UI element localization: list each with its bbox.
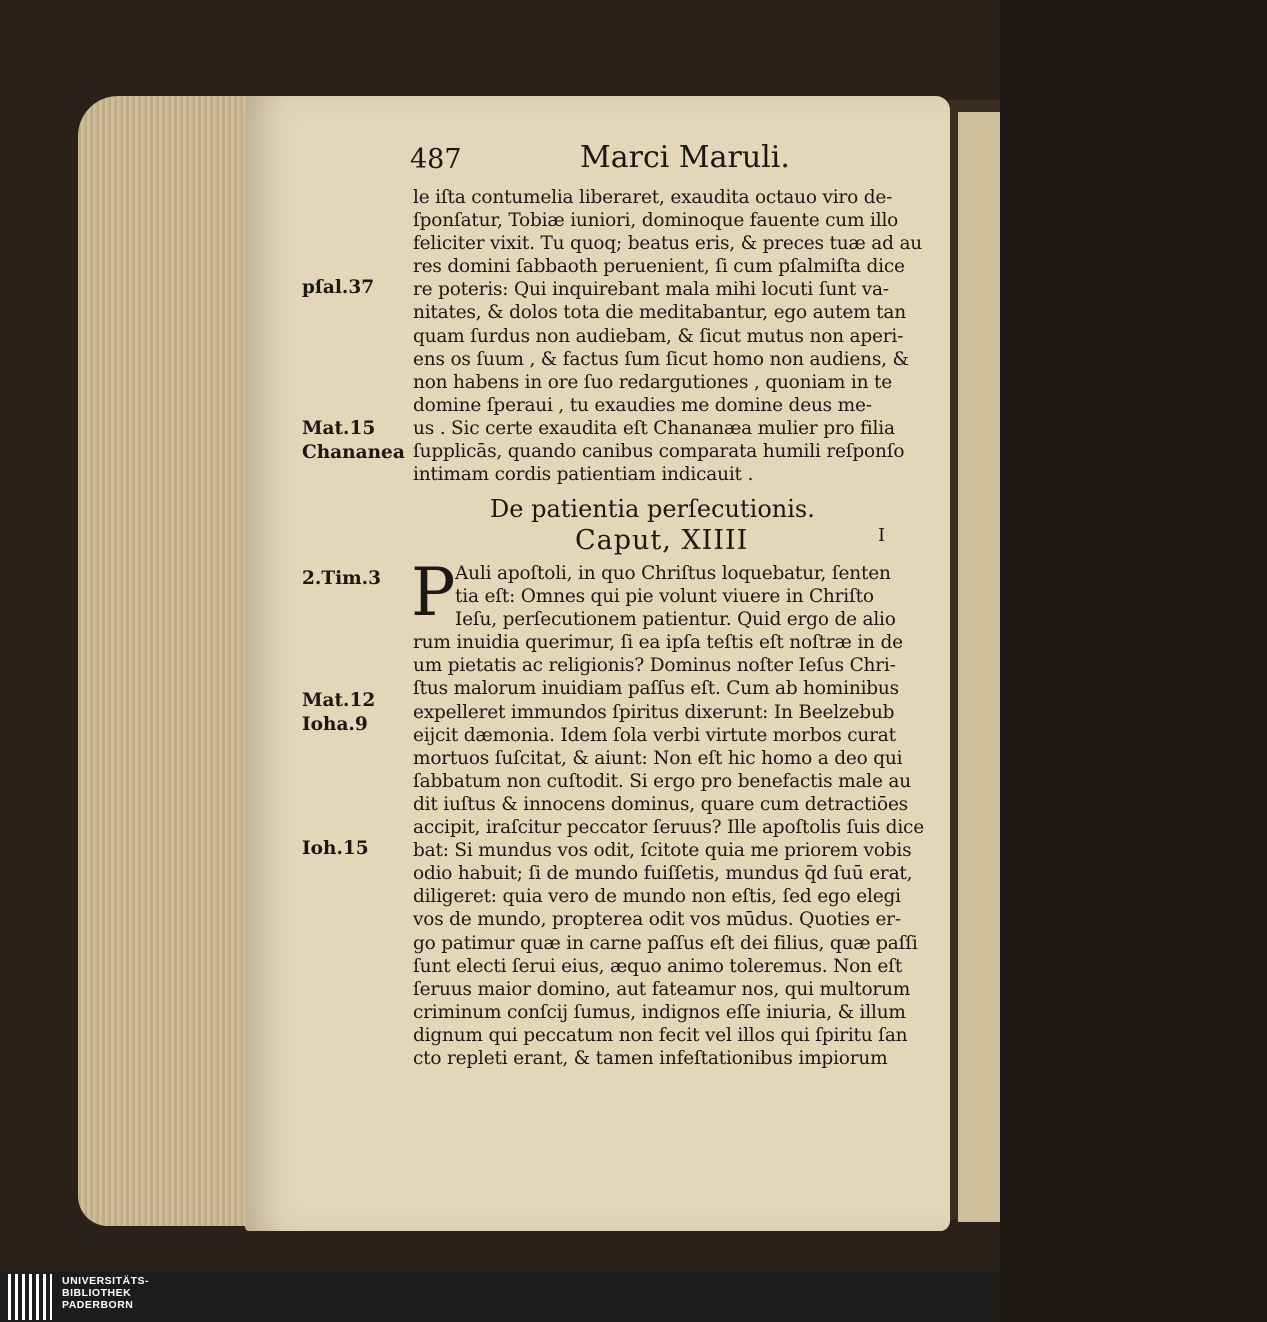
text-line: feliciter vixit. Tu quoq; beatus eris, & preces tuæ ad au xyxy=(413,233,923,255)
text-line: cto repleti erant, & tamen infeſtationibus impiorum xyxy=(413,1047,888,1069)
text-line: um pietatis ac religionis? Dominus noſter Ieſus Chri- xyxy=(413,655,896,677)
body-text-block-2 xyxy=(411,554,924,1070)
library-logo-text xyxy=(62,1275,149,1311)
text-line: non habens in ore ſuo redargutiones , quoniam in te xyxy=(413,371,893,393)
text-line: go patimur quæ in carne paſſus eſt dei filius, quæ paſſi xyxy=(413,932,918,954)
marginal-note-mat15: Mat.15 xyxy=(302,418,376,439)
marginal-note-mat12: Mat.12 xyxy=(302,690,376,711)
logo-line-1: UNIVERSITÄTS- xyxy=(62,1275,150,1287)
text-line: criminum conſcij ſumus, indignos eſſe iniuria, & illum xyxy=(413,1001,906,1023)
section-heading: De patientia perſecutionis. xyxy=(490,495,815,523)
marginal-note-psal: pſal.37 xyxy=(302,277,375,298)
text-line: Auli apoſtoli, in quo Chriſtus loquebatur, ſenten xyxy=(455,563,891,584)
text-line: mortuos ſuſcitat, & aiunt: Non eſt hic homo a deo qui xyxy=(413,747,903,769)
text-line: dignum qui peccatum non fecit vel illos qui ſpiritu ſan xyxy=(413,1024,908,1046)
text-line: re poteris: Qui inquirebant mala mihi locuti ſunt va- xyxy=(413,279,889,301)
text-line: ſabbatum non cuſtodit. Si ergo pro benefactis male au xyxy=(413,770,911,792)
running-head: Marci Maruli. xyxy=(580,140,790,175)
text-line: tia eſt: Omnes qui pie volunt viuere in Chriſto xyxy=(455,586,874,608)
text-line: nitates, & dolos tota die meditabantur, ego autem tan xyxy=(413,302,906,324)
text-line: eijcit dæmonia. Idem ſola verbi virtute morbos curat xyxy=(413,724,896,746)
library-footer xyxy=(0,1272,1000,1322)
text-line: quam ſurdus non audiebam, & ſicut mutus non aperi- xyxy=(413,325,904,347)
text-line: ens os ſuum , & factus ſum ſicut homo non audiens, & xyxy=(413,348,909,370)
text-line: accipit, iraſcitur peccator ſeruus? Ille apoſtolis ſuis dice xyxy=(413,817,924,839)
logo-line-2: BIBLIOTHEK xyxy=(62,1287,132,1299)
text-line: bat: Si mundus vos odit, ſcitote quia me priorem vobis xyxy=(413,840,912,862)
text-line: le iſta contumelia liberaret, exaudita octauo viro de- xyxy=(413,187,893,208)
text-line: diligeret: quia vero de mundo non eſtis, ſed ego elegi xyxy=(413,886,901,908)
logo-line-3: PADERBORN xyxy=(62,1299,134,1311)
marginal-note-ioha: Ioha.9 xyxy=(302,714,368,735)
text-line: vos de mundo, propterea odit vos mūdus. Quoties er- xyxy=(413,909,901,931)
marginal-note-tim: 2.Tim.3 xyxy=(302,568,381,589)
marginal-note-ioh15: Ioh.15 xyxy=(302,838,369,859)
page-edges xyxy=(78,96,268,1226)
text-line: ſeruus maior domino, aut fateamur nos, qui multorum xyxy=(413,978,911,1000)
drop-cap-initial: P xyxy=(411,554,456,631)
text-line: ſunt electi ſerui eius, æquo animo toleremus. Non eſt xyxy=(413,955,903,977)
text-line: us . Sic certe exaudita eſt Chananæa mulier pro filia xyxy=(413,417,895,439)
text-line: expelleret immundos ſpiritus dixerunt: In Beelzebub xyxy=(413,701,895,723)
signature-mark: I xyxy=(878,525,886,546)
text-line: res domini ſabbaoth peruenient, ſi cum pſalmiſta dice xyxy=(413,256,905,278)
marginal-note-chananea: Chananea xyxy=(302,442,405,463)
page-number: 487 xyxy=(410,144,462,175)
text-line: rum inuidia querimur, ſi ea ipſa teſtis eſt noſtræ in de xyxy=(413,632,903,654)
bleed-through-text: De d xyxy=(1225,140,1267,210)
text-line: dit iuſtus & innocens dominus, quare cum detractiōes xyxy=(413,793,908,815)
body-text-block-1 xyxy=(413,186,923,486)
chapter-heading: Caput, XIIII xyxy=(575,525,749,556)
text-line: domine ſperaui , tu exaudies me domine deus me- xyxy=(413,394,872,416)
text-line: intimam cordis patientiam indicauit . xyxy=(413,464,754,486)
library-logo-icon xyxy=(8,1274,52,1320)
text-line: ſtus malorum inuidiam paſſus eſt. Cum ab hominibus xyxy=(413,678,899,700)
text-line: ſupplicās, quando canibus comparata humili reſponſo xyxy=(413,441,905,463)
text-line: ſponſatur, Tobiæ iuniori, dominoque fauente cum illo xyxy=(413,210,899,232)
facing-page-edge xyxy=(958,112,1000,1222)
text-line: Ieſu, perſecutionem patientur. Quid ergo de alio xyxy=(455,609,896,631)
text-line: odio habuit; ſi de mundo fuiſſetis, mundus q̄d ſuū erat, xyxy=(413,863,913,885)
